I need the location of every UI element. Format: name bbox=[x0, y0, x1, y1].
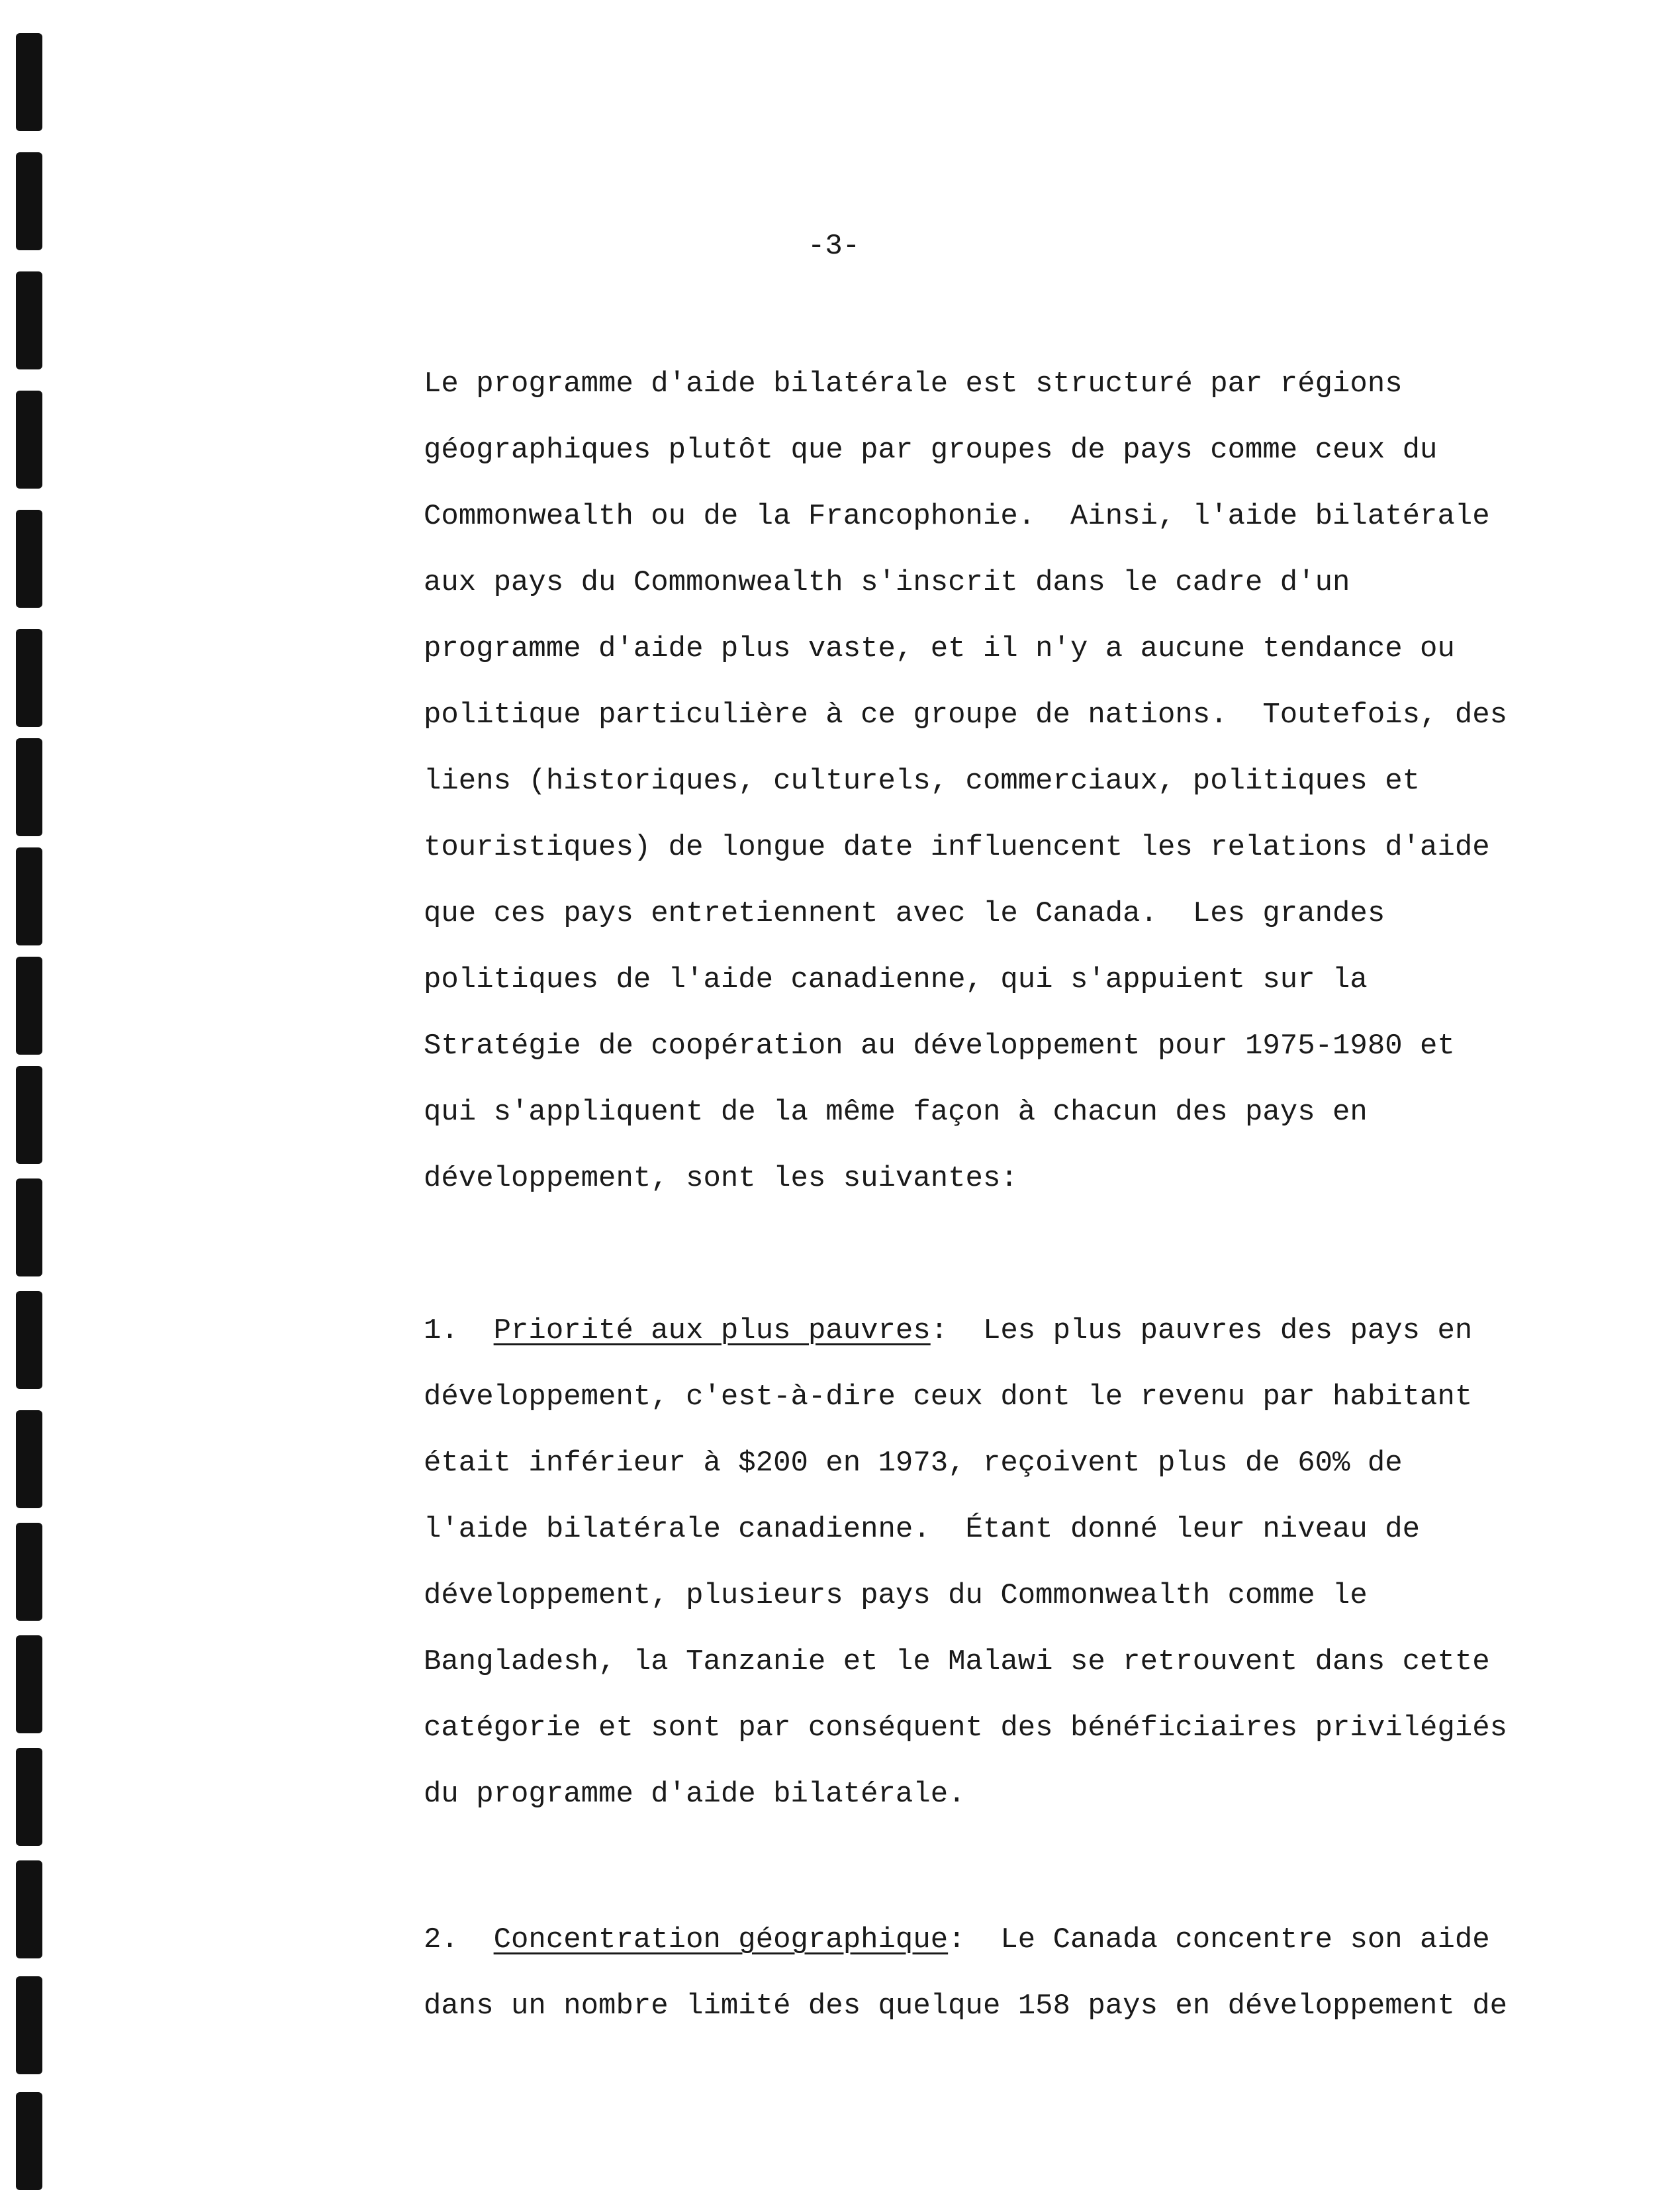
text-line: aux pays du Commonwealth s'inscrit dans le cadre d'un bbox=[424, 566, 1350, 599]
list-item-heading: Priorité aux plus pauvres bbox=[493, 1314, 931, 1347]
binder-hole bbox=[16, 1976, 42, 2074]
list-item-text: : Les plus pauvres des pays en bbox=[930, 1314, 1473, 1347]
list-item-number: 2. bbox=[424, 1923, 459, 1956]
text-line: que ces pays entretiennent avec le Canada. Les grandes bbox=[424, 897, 1385, 930]
text-line: Commonwealth ou de la Francophonie. Ainsi, l'aide bilatérale bbox=[424, 500, 1490, 533]
binder-hole bbox=[16, 629, 42, 727]
binder-hole bbox=[16, 271, 42, 369]
binder-hole bbox=[16, 33, 42, 131]
text-line: qui s'appliquent de la même façon à chacun des pays en bbox=[424, 1096, 1368, 1129]
binder-hole bbox=[16, 2092, 42, 2190]
text-line: touristiques) de longue date influencent les relations d'aide bbox=[424, 831, 1490, 864]
text-line: programme d'aide plus vaste, et il n'y a aucune tendance ou bbox=[424, 632, 1455, 665]
text-line: politique particulière à ce groupe de nations. Toutefois, des bbox=[424, 698, 1508, 732]
text-line: géographiques plutôt que par groupes de pays comme ceux du bbox=[424, 434, 1438, 467]
binder-hole bbox=[16, 1748, 42, 1846]
binder-hole bbox=[16, 1860, 42, 1958]
text-line: Bangladesh, la Tanzanie et le Malawi se retrouvent dans cette bbox=[424, 1645, 1490, 1678]
text-line: dans un nombre limité des quelque 158 pays en développement de bbox=[424, 1990, 1508, 2023]
text-line: Le programme d'aide bilatérale est structuré par régions bbox=[424, 367, 1403, 401]
binder-hole bbox=[16, 391, 42, 489]
intro-paragraph bbox=[424, 351, 1508, 1212]
text-line: développement, c'est-à-dire ceux dont le revenu par habitant bbox=[424, 1380, 1473, 1414]
binder-hole bbox=[16, 1410, 42, 1508]
binder-hole bbox=[16, 957, 42, 1055]
binder-hole bbox=[16, 152, 42, 250]
list-item-text: : Le Canada concentre son aide bbox=[948, 1923, 1490, 1956]
binder-hole bbox=[16, 1066, 42, 1164]
text-line: développement, sont les suivantes: bbox=[424, 1162, 1018, 1195]
text-line: politiques de l'aide canadienne, qui s'appuient sur la bbox=[424, 963, 1368, 996]
binder-hole bbox=[16, 1291, 42, 1389]
list-item-first-line bbox=[424, 1907, 1490, 1973]
text-line: était inférieur à $200 en 1973, reçoivent plus de 60% de bbox=[424, 1447, 1403, 1480]
list-item-first-line bbox=[424, 1298, 1483, 1364]
binder-hole bbox=[16, 847, 42, 945]
binder-hole bbox=[16, 1178, 42, 1276]
text-line: l'aide bilatérale canadienne. Étant donné leur niveau de bbox=[424, 1513, 1421, 1546]
text-line: développement, plusieurs pays du Commonwealth comme le bbox=[424, 1579, 1368, 1612]
list-item-2 bbox=[424, 1907, 1508, 2039]
text-line: du programme d'aide bilatérale. bbox=[424, 1778, 966, 1811]
binder-hole bbox=[16, 738, 42, 836]
text-line: liens (historiques, culturels, commerciaux, politiques et bbox=[424, 765, 1421, 798]
page-number: -3- bbox=[808, 230, 861, 263]
list-item-heading: Concentration géographique bbox=[493, 1923, 949, 1956]
binder-hole bbox=[16, 1523, 42, 1621]
binder-hole bbox=[16, 1635, 42, 1733]
list-item-1 bbox=[424, 1298, 1508, 1827]
binder-hole bbox=[16, 510, 42, 608]
list-item-number: 1. bbox=[424, 1314, 459, 1347]
text-line: Stratégie de coopération au développement pour 1975-1980 et bbox=[424, 1030, 1455, 1063]
text-line: catégorie et sont par conséquent des bénéficiaires privilégiés bbox=[424, 1711, 1508, 1745]
